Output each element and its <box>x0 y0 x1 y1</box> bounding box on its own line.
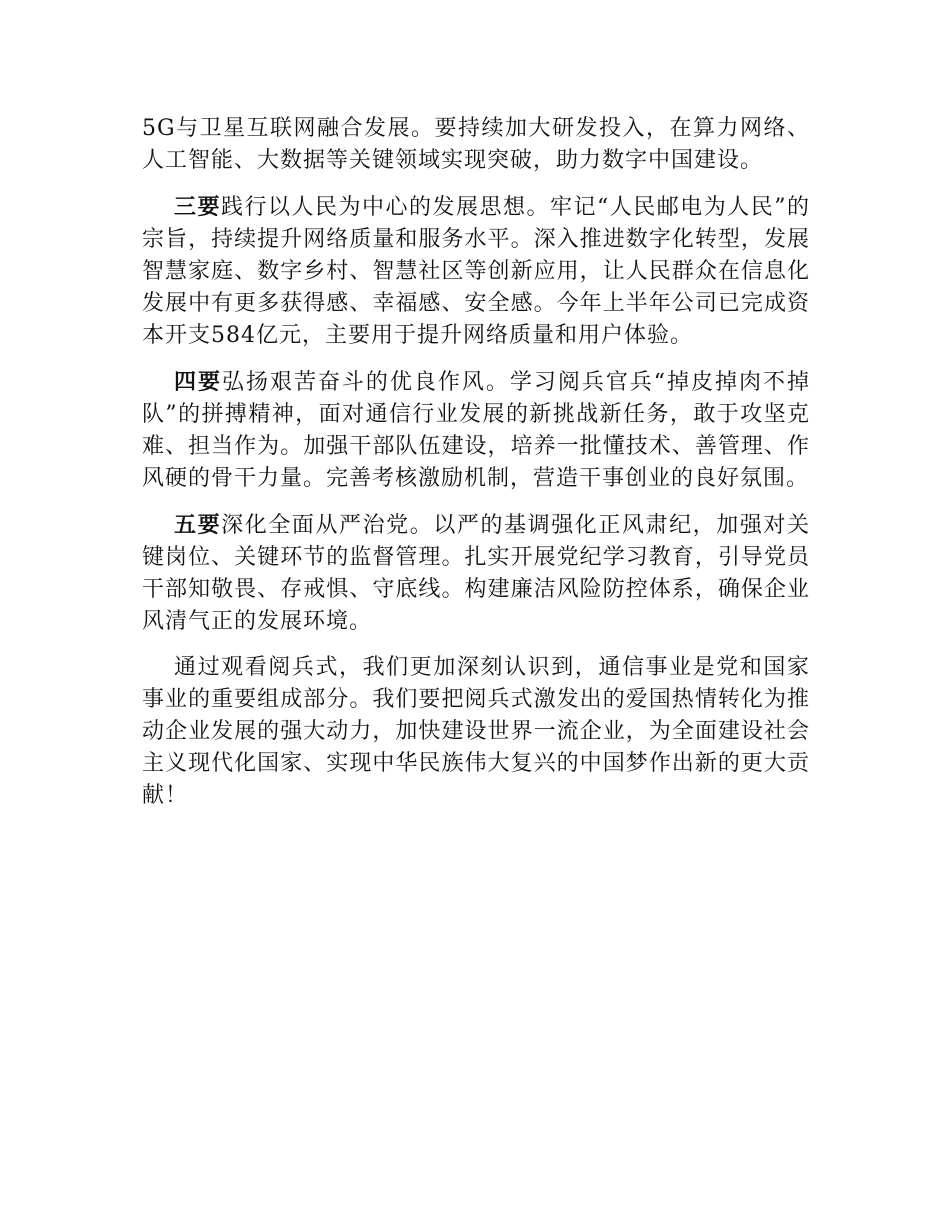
paragraph-text: 弘扬艰苦奋斗的优良作风。学习阅兵官兵“掉皮掉肉不掉队”的拼搏精神，面对通信行业发展的新挑战新任务，敢于攻坚克难、担当作为。加强干部队伍建设，培养一批懂技术、善管理、作风硬的骨干力量。完善考核激励机制，营造干事创业的良好氛围。 <box>142 370 810 491</box>
paragraph-text: 深化全面从严治党。以严的基调强化正风肃纪，加强对关键岗位、关键环节的监督管理。扎实开展党纪学习教育，引导党员干部知敬畏、存戒惧、守底线。构建廉洁风险防控体系，确保企业风清气正的发展环境。 <box>142 513 810 634</box>
document-body <box>142 113 810 826</box>
paragraph-text: 践行以人民为中心的发展思想。牢记“人民邮电为人民”的宗旨，持续提升网络质量和服务水平。深入推进数字化转型，发展智慧家庭、数字乡村、智慧社区等创新应用，让人民群众在信息化发展中有更多获得感、幸福感、安全感。今年上半年公司已完成资本开支584亿元，主要用于提升网络质量和用户体验。 <box>142 195 810 348</box>
paragraph-text: 5G与卫星互联网融合发展。要持续加大研发投入，在算力网络、人工智能、大数据等关键领域实现突破，助力数字中国建设。 <box>142 116 810 173</box>
paragraph-lead: 五要 <box>174 512 222 538</box>
paragraph-lead: 三要 <box>174 194 221 220</box>
paragraph-text: 通过观看阅兵式，我们更加深刻认识到，通信事业是党和国家事业的重要组成部分。我们要把阅兵式激发出的爱国热情转化为推动企业发展的强大动力，加快建设世界一流企业，为全面建设社会主义现代化国家、实现中华民族伟大复兴的中国梦作出新的更大贡献！ <box>142 655 810 808</box>
paragraph-point-four <box>142 366 810 495</box>
paragraph-point-three <box>142 191 810 352</box>
paragraph-lead: 四要 <box>174 369 222 395</box>
paragraph-point-five <box>142 509 810 638</box>
paragraph-continuation <box>142 113 810 177</box>
paragraph-conclusion <box>142 652 810 812</box>
